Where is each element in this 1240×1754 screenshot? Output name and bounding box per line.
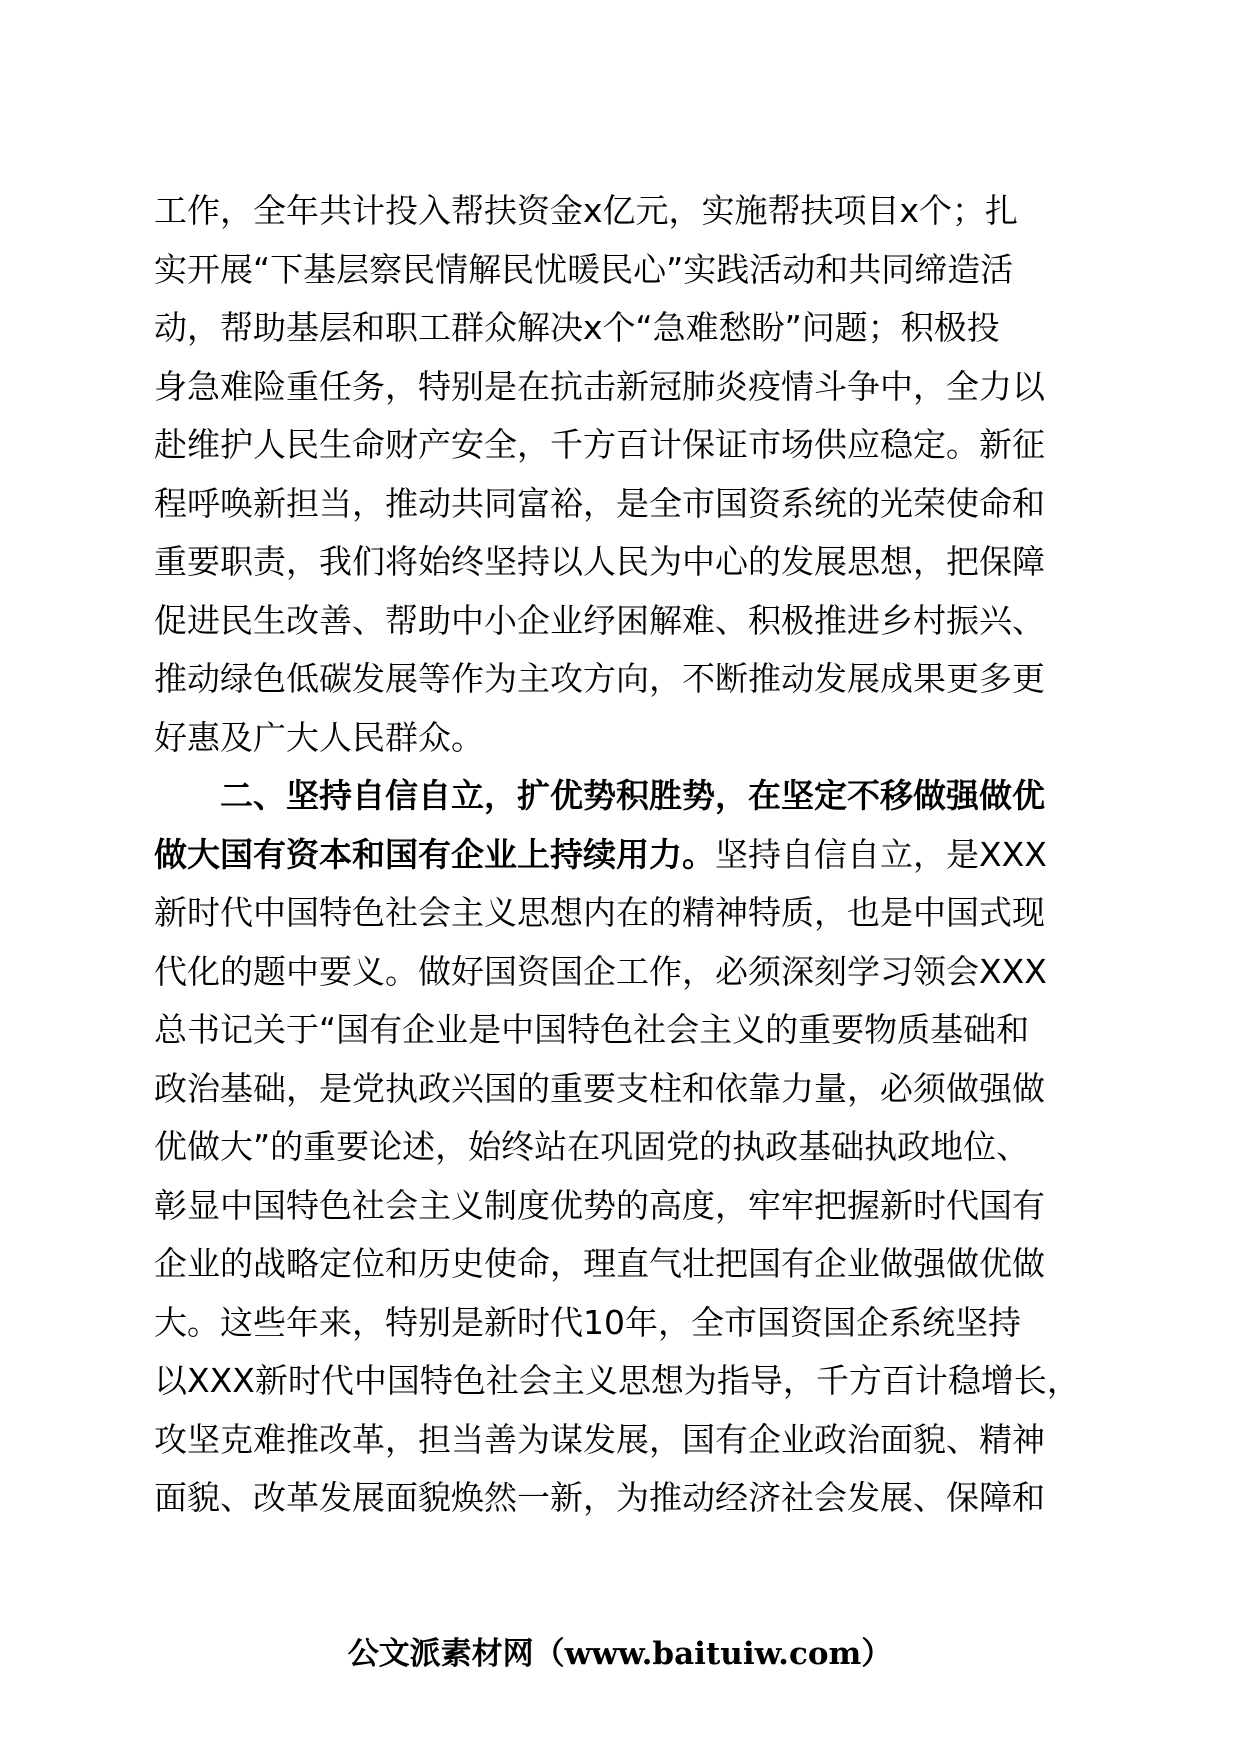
text-line-4: 身急难险重任务，特别是在抗击新冠肺炎疫情斗争中，全力以 bbox=[154, 366, 1045, 406]
text-line-20: 大。这些年来，特别是新时代10年，全市国资国企系统坚持 bbox=[154, 1302, 1021, 1342]
section-heading: 二、坚持自信自立，扩优势积胜势，在坚定不移做强做优 bbox=[220, 776, 1045, 815]
text-line-1: 工作，全年共计投入帮扶资金x亿元，实施帮扶项目x个；扎 bbox=[154, 191, 1019, 230]
text-line-6: 程呼唤新担当，推动共同富裕，是全市国资系统的光荣使命和 bbox=[154, 483, 1045, 523]
text-line-18: 彰显中国特色社会主义制度优势的高度，牢牢把握新时代国有 bbox=[154, 1185, 1045, 1225]
section-heading-end: 做大国有资本和国有企业上持续用力。 bbox=[154, 834, 715, 874]
text-line-19: 企业的战略定位和历史使命，理直气壮把国有企业做强做优做 bbox=[154, 1244, 1045, 1283]
document-body bbox=[154, 182, 1089, 1528]
text-line-14: 代化的题中要义。做好国资国企工作，必须深刻学习领会XXX bbox=[154, 951, 1047, 991]
text-line-2: 实开展“下基层察民情解民忧暖民心”实践活动和共同缔造活 bbox=[154, 249, 1014, 289]
text-line-13: 新时代中国特色社会主义思想内在的精神特质，也是中国式现 bbox=[154, 893, 1045, 932]
paragraph-start: 坚持自信自立，是XXX bbox=[715, 834, 1047, 874]
text-line-23: 面貌、改革发展面貌焕然一新，为推动经济社会发展、保障和 bbox=[154, 1478, 1045, 1517]
section-heading-continuation bbox=[154, 826, 1089, 885]
text-line-15: 总书记关于“国有企业是中国特色社会主义的重要物质基础和 bbox=[154, 1010, 1030, 1049]
text-line-16: 政治基础，是党执政兴国的重要支柱和依靠力量，必须做强做 bbox=[154, 1068, 1045, 1108]
footer-watermark: 公文派素材网（www.baituiw.com） bbox=[347, 1636, 893, 1672]
text-line-10: 好惠及广大人民群众。 bbox=[154, 717, 484, 757]
text-line-17: 优做大”的重要论述，始终站在巩固党的执政基础执政地位、 bbox=[154, 1127, 1030, 1166]
text-line-3: 动，帮助基层和职工群众解决x个“急难愁盼”问题；积极投 bbox=[154, 308, 1000, 347]
text-line-9: 推动绿色低碳发展等作为主攻方向，不断推动发展成果更多更 bbox=[154, 659, 1045, 698]
text-line-5: 赴维护人民生命财产安全，千方百计保证市场供应稳定。新征 bbox=[154, 425, 1045, 464]
text-line-8: 促进民生改善、帮助中小企业纾困解难、积极推进乡村振兴、 bbox=[154, 600, 1045, 640]
text-line-7: 重要职责，我们将始终坚持以人民为中心的发展思想，把保障 bbox=[154, 542, 1045, 581]
text-line-22: 攻坚克难推改革，担当善为谋发展，国有企业政治面貌、精神 bbox=[154, 1419, 1045, 1459]
text-line-21: 以XXX新时代中国特色社会主义思想为指导，千方百计稳增长， bbox=[154, 1361, 1080, 1400]
